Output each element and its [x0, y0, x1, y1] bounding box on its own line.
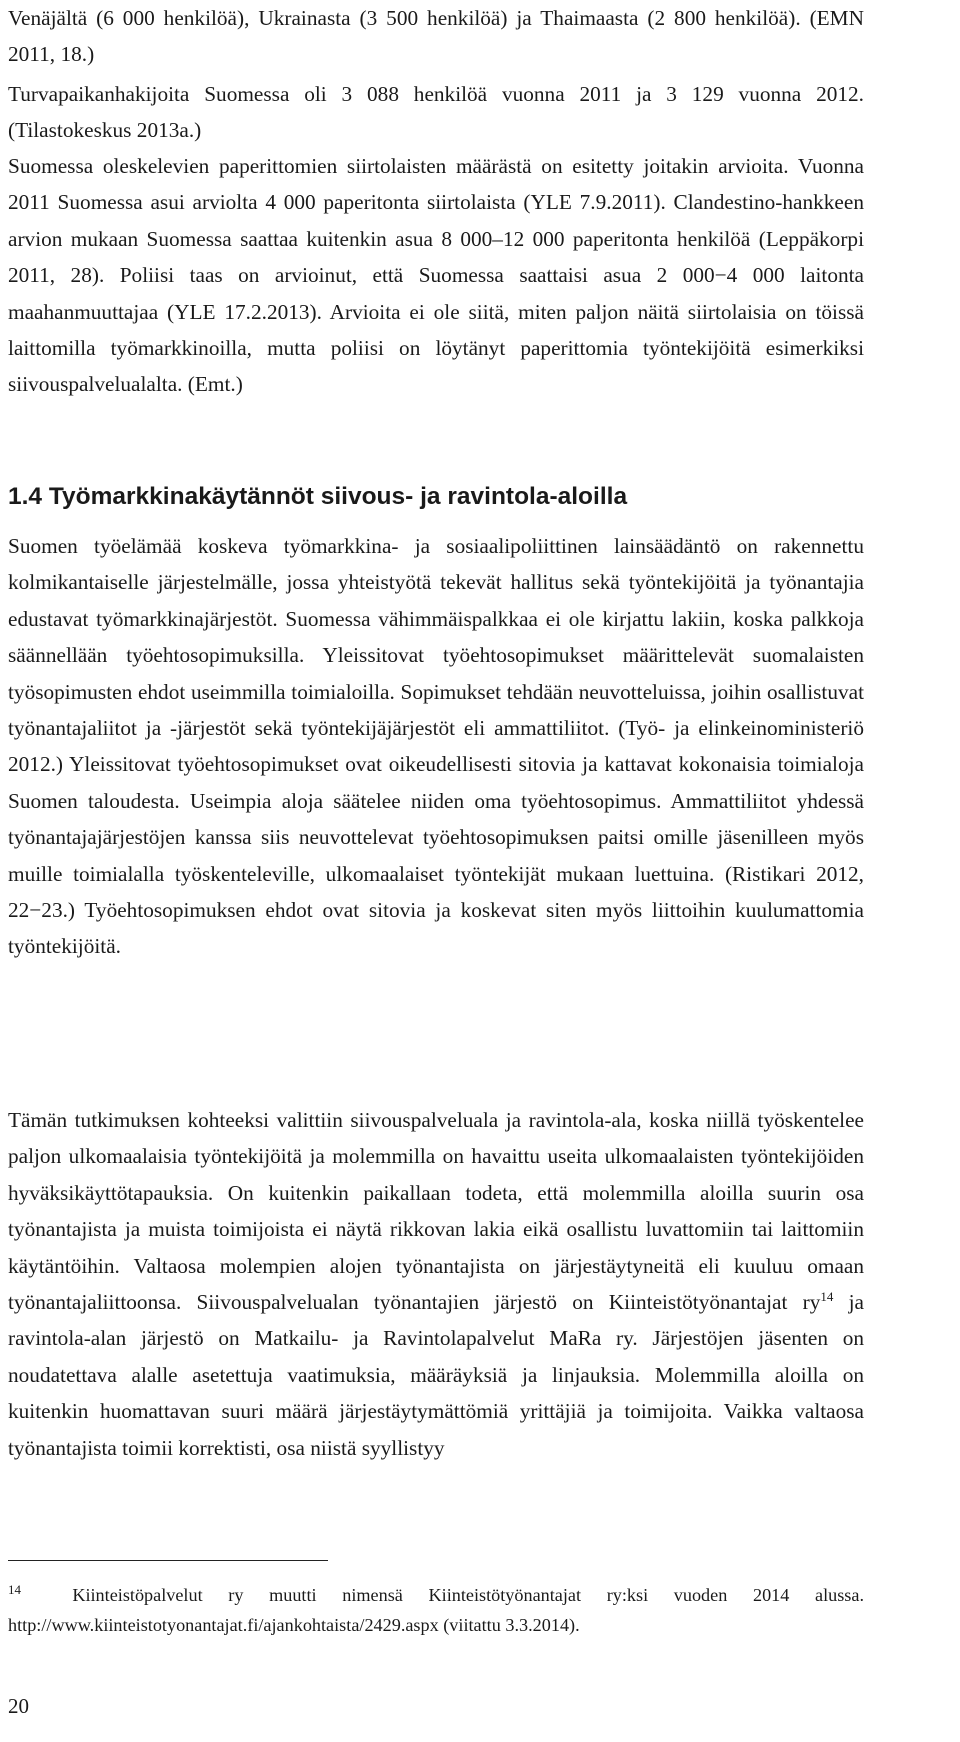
section-heading: 1.4 Työmarkkinakäytännöt siivous- ja ravintola-aloilla [8, 483, 628, 510]
paragraph-labour-market-system: Suomen työelämää koskeva työmarkkina- ja sosiaalipoliittinen lainsäädäntö on rakennettu kolmikantaiselle järjestelmälle, jossa yhteistyötä tekevät hallitus sekä työntekijöitä ja työnantajia edustavat työmarkkinajärjestöt. Suomessa vähimmäispalkkaa ei ole kirjattu lakiin, koska palkkoja säännellään työehtosopimuksilla. Yleissitovat työehtosopimukset määrittelevät suomalaisten työsopimusten ehdot useimmilla toimialoilla. Sopimukset tehdään neuvotteluissa, joihin osallistuvat työnantajaliitot ja -järjestöt sekä työntekijäjärjestöt eli ammattiliitot. (Työ- ja elinkeinoministeriö 2012.) Yleissitovat työehtosopimukset ovat oikeudellisesti sitovia ja kattavat kokonaisia toimialoja Suomen taloudesta. Useimpia aloja säätelee niiden oma työehtosopimus. Ammattiliitot yhdessä työnantajajärjestöjen kanssa siis neuvottelevat työehtosopimuksen paitsi omille jäsenilleen myös muille toimialalla työskenteleville, ulkomaalaiset työntekijät mukaan luettuina. (Ristikari 2012, 22−23.) Työehtosopimuksen ehdot ovat sitovia ja koskevat siten myös liittoihin kuulumattomia työntekijöitä. [8, 534, 864, 959]
paragraph-study-sectors-part2: ja ravintola-alan järjestö on Matkailu- ja Ravintolapalvelut MaRa ry. Järjestöjen jäsenten on noudatettava alalle asetettuja vaatimuksia, määräyksiä ja linjauksia. Molemmilla aloilla on kuitenkin huomattavan suuri määrä järjestäytymättömiä yrittäjiä ja toimijoita. Vaikka valtaosa työnantajista toimii korrektisti, osa niistä syyllistyy [8, 1290, 864, 1460]
paragraph-study-sectors [8, 1102, 864, 1466]
footnote-number: 14 [8, 1581, 21, 1597]
paragraph-asylum-seekers: Turvapaikanhakijoita Suomessa oli 3 088 henkilöä vuonna 2011 ja 3 129 vuonna 2012. (Tilastokeskus 2013a.) [8, 82, 864, 143]
footnote-text: Kiinteistöpalvelut ry muutti nimensä Kiinteistötyönantajat ry:ksi vuoden 2014 alussa. http://www.kiinteistotyonantajat.fi/ajankohtaista/2429.aspx (viitattu 3.3.2014). [8, 1585, 864, 1635]
footnote-divider [8, 1560, 328, 1561]
paragraph-undocumented-migrants: Suomessa oleskelevien paperittomien siirtolaisten määrästä on esitetty joitakin arvioita. Vuonna 2011 Suomessa asui arviolta 4 000 paperitonta siirtolaista (YLE 7.9.2011). Clandestino-hankkeen arvion mukaan Suomessa saattaa kuitenkin asua 8 000–12 000 paperitonta henkilöä (Leppäkorpi 2011, 28). Poliisi taas on arvioinut, että Suomessa saattaisi asua 2 000−4 000 laitonta maahanmuuttajaa (YLE 17.2.2013). Arvioita ei ole siitä, miten paljon näitä siirtolaisia on töissä laittomilla työmarkkinoilla, mutta poliisi on löytänyt paperittomia työntekijöitä esimerkiksi siivouspalvelualalta. (Emt.) [8, 154, 864, 397]
paragraph-emn-statistics: Venäjältä (6 000 henkilöä), Ukrainasta (3 500 henkilöä) ja Thaimaasta (2 800 henkilöä). (EMN 2011, 18.) [8, 6, 864, 67]
paragraph-study-sectors-part1: Tämän tutkimuksen kohteeksi valittiin siivouspalveluala ja ravintola-ala, koska niillä työskentelee paljon ulkomaalaisia työntekijöitä ja molemmilla on havaittu useita ulkomaalaisten työntekijöiden hyväksikäyttötapauksia. On kuitenkin paikallaan todeta, että molemmilla aloilla suurin osa työnantajista ja muista toimijoista ei näytä rikkovan lakia eikä osallistu luvattomiin tai laittomiin käytäntöihin. Valtaosa molempien alojen työnantajista on järjestäytyneitä eli kuuluu omaan työnantajaliittoonsa. Siivouspalvelualan työnantajien järjestö on Kiinteistötyönantajat ry [8, 1108, 864, 1315]
footnote-14 [8, 1580, 864, 1640]
footnote-reference[interactable]: 14 [820, 1288, 834, 1304]
page-number: 20 [8, 1694, 29, 1718]
